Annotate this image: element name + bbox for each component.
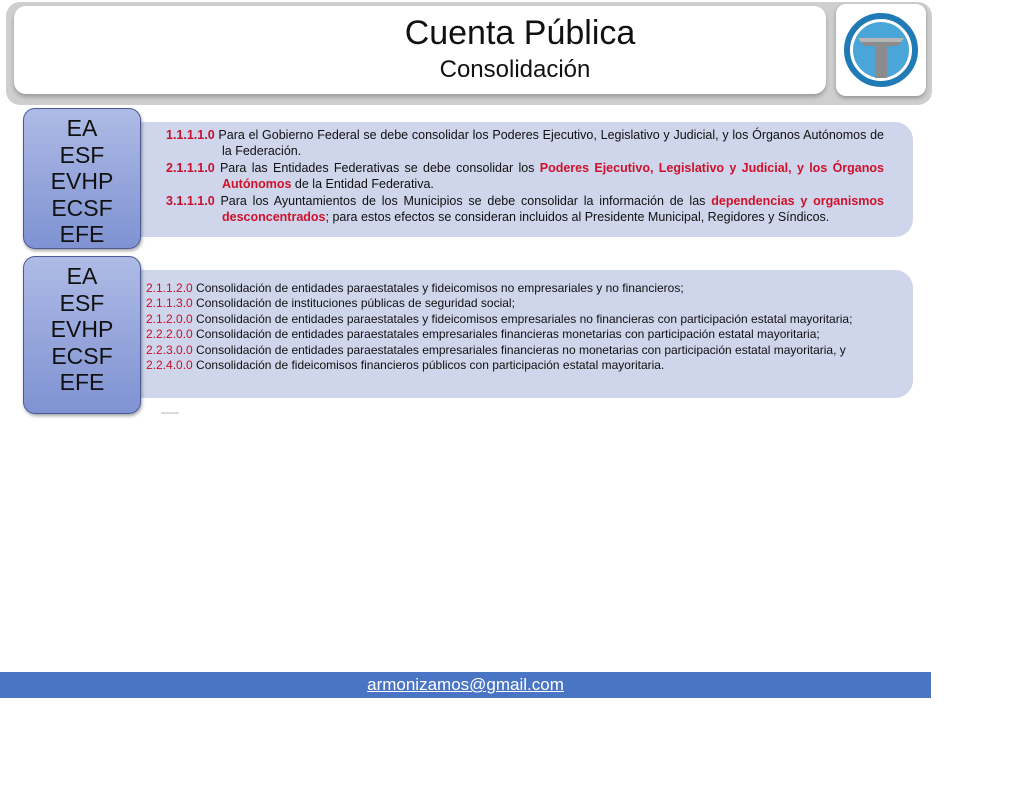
- tag-item: EVHP: [50, 168, 114, 194]
- tag-item: ESF: [59, 141, 105, 168]
- entity-text: Consolidación de entidades paraestatales empresariales financieras no monetarias con participación estatal mayoritaria, y: [192, 342, 846, 357]
- entity-text: Consolidación de instituciones públicas de seguridad social;: [192, 296, 515, 311]
- statements-tag-2: [23, 256, 141, 414]
- tag-item: ECSF: [51, 194, 113, 221]
- rule-code: 1.1.1.1.0: [166, 128, 215, 142]
- footer-bar: [0, 672, 931, 698]
- entity-text: Consolidación de entidades paraestatales empresariales financieras monetarias con participación estatal mayoritaria;: [192, 327, 820, 342]
- rule-text-end: de la Entidad Federativa.: [291, 176, 434, 191]
- tag-item: EVHP: [50, 316, 114, 342]
- entity-text: Consolidación de entidades paraestatales y fideicomisos no empresariales y no financieros;: [192, 281, 684, 295]
- list-item: [166, 128, 884, 159]
- list-item: [146, 296, 896, 311]
- entity-code: 2.2.2.0.0: [146, 327, 193, 342]
- email-link[interactable]: armonizamos@gmail.com: [367, 675, 564, 694]
- tag-item: EFE: [59, 369, 105, 395]
- tag-item: EA: [66, 115, 98, 141]
- divider: [161, 412, 179, 414]
- rule-text: Para las Entidades Federativas se debe consolidar los: [214, 161, 540, 175]
- rule-text: Para el Gobierno Federal se debe consolidar los Poderes Ejecutivo, Legislativo y Judicial, y los Órganos Autónomos de la Federación.: [214, 128, 884, 158]
- entity-code: 2.2.4.0.0: [146, 358, 193, 373]
- list-item: [146, 327, 896, 342]
- rule-highlight: Poderes Ejecutivo, Legislativo y Judicial, y los Órganos Autónomos: [222, 161, 884, 191]
- statements-tag-1: [23, 108, 141, 249]
- rule-highlight: dependencias y organismos desconcentrados: [222, 194, 885, 224]
- page-title: Cuenta Pública: [404, 14, 636, 52]
- list-item: [166, 161, 884, 192]
- list-item: [146, 281, 896, 296]
- tag-item: ECSF: [51, 342, 113, 369]
- rule-code: 2.1.1.1.0: [166, 161, 215, 175]
- entity-consolidation-list: [146, 281, 896, 373]
- list-item: [146, 343, 896, 358]
- page-subtitle: Consolidación: [439, 56, 591, 83]
- list-item: [146, 358, 896, 373]
- tag-item: EA: [66, 263, 98, 289]
- entity-code: 2.1.1.3.0: [146, 296, 193, 311]
- rule-text-end: ; para estos efectos se consideran incluidos al Presidente Municipal, Regidores y Síndicos.: [325, 209, 830, 224]
- entity-code: 2.1.2.0.0: [146, 311, 193, 326]
- entity-text: Consolidación de fideicomisos financieros públicos con participación estatal mayoritaria.: [192, 358, 665, 373]
- logo-container: [836, 4, 926, 96]
- consolidation-rules-list: [166, 128, 884, 227]
- tag-item: EFE: [59, 221, 105, 247]
- list-item: [166, 194, 884, 225]
- entity-code: 2.1.1.2.0: [146, 281, 193, 295]
- institution-logo-icon: [844, 12, 918, 88]
- rule-text: Para los Ayuntamientos de los Municipios se debe consolidar la información de las: [214, 194, 712, 208]
- list-item: [146, 312, 896, 327]
- entity-text: Consolidación de entidades paraestatales y fideicomisos empresariales no financieras con participación estatal mayoritaria;: [192, 311, 853, 326]
- rule-code: 3.1.1.1.0: [166, 194, 215, 208]
- entity-code: 2.2.3.0.0: [146, 342, 193, 357]
- tag-item: ESF: [59, 289, 105, 316]
